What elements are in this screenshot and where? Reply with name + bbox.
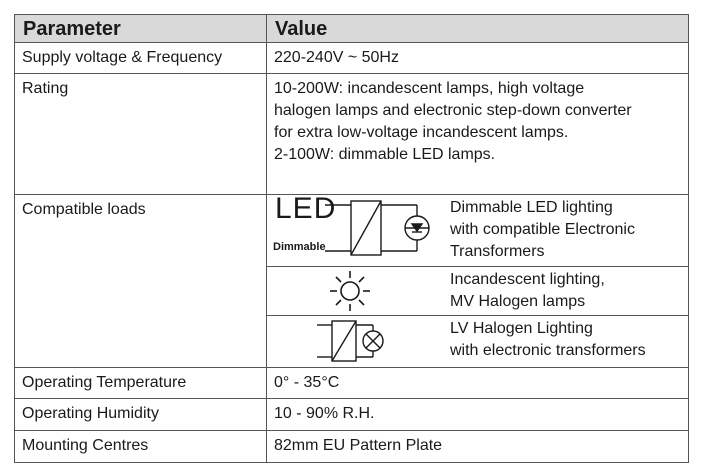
header-parameter: Parameter xyxy=(15,15,267,43)
table-row xyxy=(15,43,689,73)
load-line: Incandescent lighting, xyxy=(450,270,605,288)
led-transformer-icon xyxy=(267,191,445,267)
parameters-table xyxy=(14,14,689,463)
rating-line: halogen lamps and electronic step-down converter xyxy=(274,101,632,119)
led-circuit-icon xyxy=(267,191,445,265)
load-row xyxy=(267,266,688,315)
incandescent-load-text xyxy=(445,266,688,315)
param-mounting: Mounting Centres xyxy=(15,430,267,462)
value-loads xyxy=(267,191,689,368)
load-line: MV Halogen lamps xyxy=(450,292,586,310)
led-load-text xyxy=(445,195,688,267)
led-label: LED xyxy=(275,191,337,225)
value-rating xyxy=(267,73,689,194)
table-row xyxy=(15,399,689,430)
lv-halogen-load-text xyxy=(445,316,688,367)
load-line: Dimmable LED lighting xyxy=(450,198,613,216)
table-row xyxy=(15,194,689,368)
load-line: LV Halogen Lighting xyxy=(450,320,593,338)
load-row xyxy=(267,195,688,267)
param-temperature: Operating Temperature xyxy=(15,368,267,399)
param-supply: Supply voltage & Frequency xyxy=(15,43,267,73)
load-row xyxy=(267,316,688,367)
table-row xyxy=(15,430,689,462)
value-supply: 220-240V ~ 50Hz xyxy=(267,43,689,73)
header-value: Value xyxy=(267,15,689,43)
table-row xyxy=(15,73,689,194)
led-dimmable-label: Dimmable xyxy=(273,240,326,253)
load-line: with compatible Electronic xyxy=(450,220,635,238)
load-line: with electronic transformers xyxy=(450,342,646,360)
param-humidity: Operating Humidity xyxy=(15,399,267,430)
load-line: Transformers xyxy=(450,242,545,260)
table-row xyxy=(15,368,689,399)
table-header xyxy=(15,15,689,43)
incandescent-bulb-icon xyxy=(267,267,445,315)
rating-line: 2-100W: dimmable LED lamps. xyxy=(274,145,496,163)
rating-line: 10-200W: incandescent lamps, high voltage xyxy=(274,79,585,97)
value-humidity: 10 - 90% R.H. xyxy=(267,399,689,430)
param-rating: Rating xyxy=(15,73,267,194)
param-loads: Compatible loads xyxy=(15,194,267,368)
rating-line: for extra low-voltage incandescent lamps. xyxy=(274,123,569,141)
loads-table xyxy=(267,191,688,368)
value-temperature: 0° - 35°C xyxy=(267,368,689,399)
value-mounting: 82mm EU Pattern Plate xyxy=(267,430,689,462)
lv-halogen-transformer-icon xyxy=(267,316,445,366)
lv-halogen-cell xyxy=(267,316,445,367)
incandescent-bulb-cell xyxy=(267,266,445,315)
